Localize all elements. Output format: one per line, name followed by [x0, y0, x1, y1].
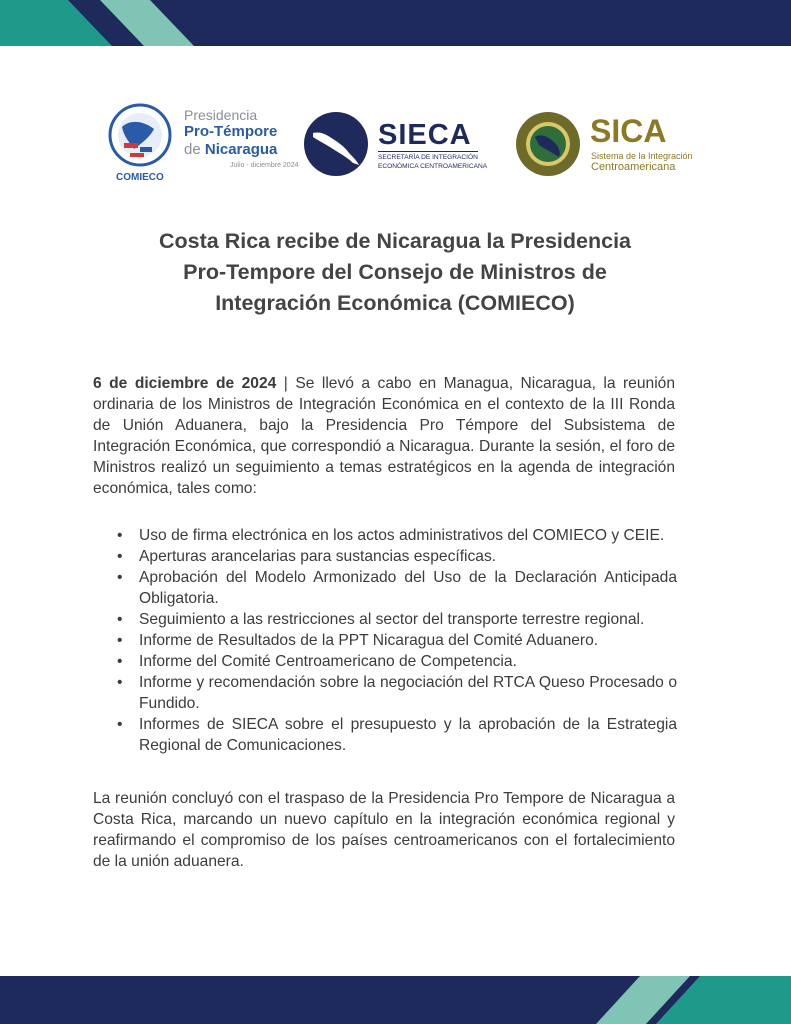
comieco-period: Julio - diciembre 2024	[230, 162, 299, 169]
sica-name: SICA	[590, 113, 667, 149]
sica-logo	[515, 109, 693, 181]
sica-sub1: Sistema de la Integración	[591, 151, 693, 161]
closing-paragraph: La reunión concluyó con el traspaso de la Presidencia Pro Tempore de Nicaragua a Costa Rica, marcando un nuevo capítulo en la integración económica regional y reafirmando el compromiso de los países centroamericanos con el fortalecimiento de la unión aduanera.	[93, 790, 675, 870]
comieco-line2: Pro-Témpore	[184, 123, 278, 140]
page-title	[95, 226, 695, 319]
sieca-rule	[378, 151, 478, 152]
comieco-line1: Presidencia	[184, 107, 258, 123]
list-item: • Uso de firma electrónica en los actos administrativos del COMIECO y CEIE.	[117, 525, 677, 546]
comieco-line3	[184, 141, 277, 158]
comieco-logo	[104, 99, 299, 187]
list-item: • Aprobación del Modelo Armonizado del Uso de la Declaración Anticipada Obligatoria.	[117, 567, 677, 609]
list-item: • Informes de SIECA sobre el presupuesto y la aprobación de la Estrategia Regional de Comunicaciones.	[117, 714, 677, 756]
list-item: • Informe del Comité Centroamericano de Competencia.	[117, 651, 677, 672]
comieco-line3-prefix: de	[184, 141, 201, 158]
list-item: • Informe y recomendación sobre la negociación del RTCA Queso Procesado o Fundido.	[117, 672, 677, 714]
header-band	[0, 0, 791, 46]
header-stripes	[0, 0, 791, 46]
sieca-sub2: ECONÓMICA CENTROAMERICANA	[378, 163, 488, 170]
list-item: • Aperturas arancelarias para sustancias específicas.	[117, 546, 677, 567]
sieca-sub1: SECRETARÍA DE INTEGRACIÓN	[378, 154, 478, 161]
intro-date: 6 de diciembre de 2024	[93, 375, 277, 392]
list-item: • Informe de Resultados de la PPT Nicaragua del Comité Aduanero.	[117, 630, 677, 651]
list-item: • Seguimiento a las restricciones al sector del transporte terrestre regional.	[117, 609, 677, 630]
comieco-label: COMIECO	[116, 172, 164, 183]
topics-list	[117, 525, 677, 756]
logo-row	[0, 95, 791, 195]
intro-paragraph	[93, 373, 675, 499]
sica-sub2: Centroamericana	[591, 161, 676, 173]
sieca-emblem	[303, 111, 369, 177]
footer-stripes	[0, 976, 791, 1024]
title-line-3: Integración Económica (COMIECO)	[215, 291, 575, 315]
comieco-line3-country: Nicaragua	[204, 141, 278, 158]
sieca-name: SIECA	[378, 119, 472, 151]
comieco-emblem	[104, 99, 176, 175]
intro-separator: |	[276, 375, 296, 392]
sieca-logo	[303, 111, 488, 177]
sica-seal	[515, 111, 581, 177]
footer-band	[0, 976, 791, 1024]
intro-text: Se llevó a cabo en Managua, Nicaragua, la reunión ordinaria de los Ministros de Integración Económica en el contexto de la III Ronda de Unión Aduanera, bajo la Presidencia Pro Témpore del Subsistema de Integración Económica, que correspondió a Nicaragua. Durante la sesión, el foro de Ministros realizó un seguimiento a temas estratégicos en la agenda de integración económica, tales como:	[93, 375, 676, 497]
title-line-1: Costa Rica recibe de Nicaragua la Presidencia	[158, 229, 632, 253]
title-line-2: Pro-Tempore del Consejo de Ministros de	[183, 260, 607, 284]
